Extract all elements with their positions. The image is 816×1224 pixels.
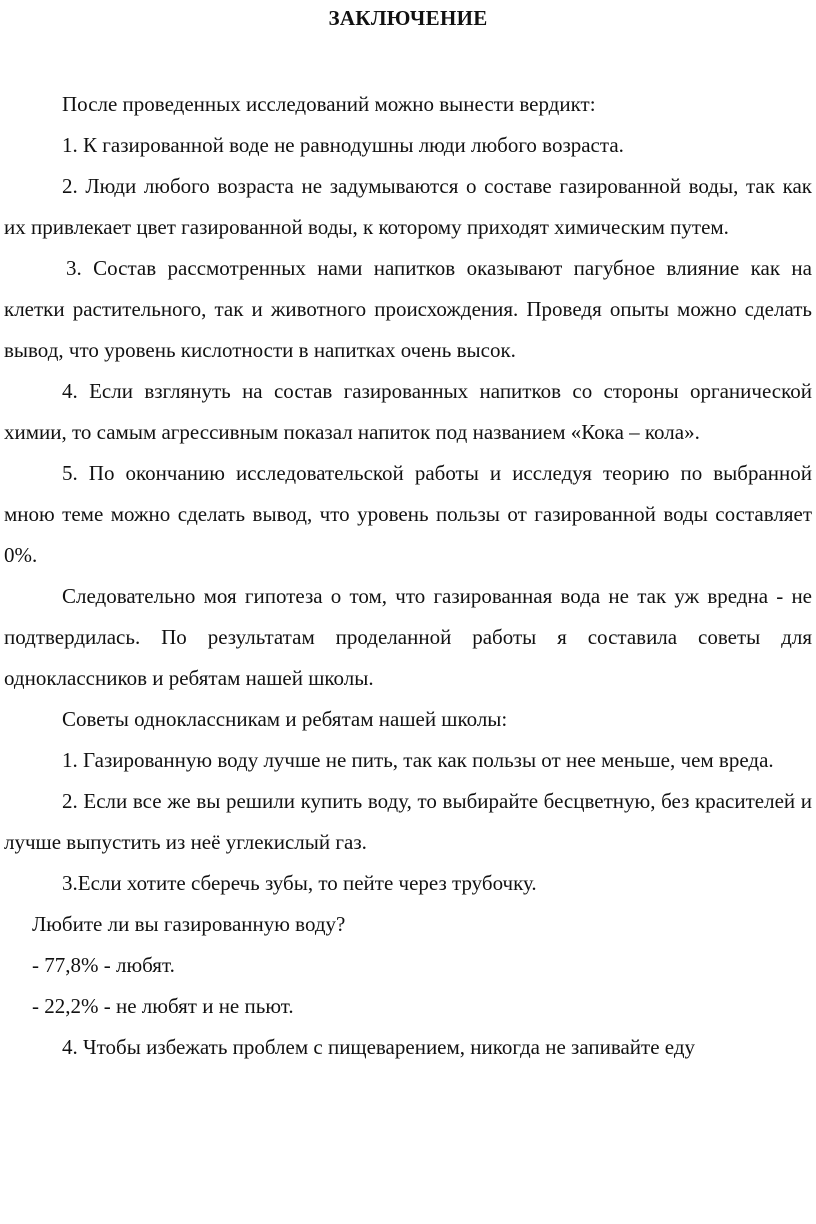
advice-item-4: 4. Чтобы избежать проблем с пищеварением, никогда не запивайте еду [62, 1035, 696, 1059]
conclusion-item-2: 2. Люди любого возраста не задумываются о составе газированной воды, так как их привлекает цвет газированной воды, к которому приходят химическим путем. [4, 174, 812, 239]
conclusion-item-1: 1. К газированной воде не равнодушны люди любого возраста. [62, 133, 624, 157]
conclusion-item-4: 4. Если взглянуть на состав газированных напитков со стороны органической химии, то самым агрессивным показал напиток под названием «Кока – кола». [4, 379, 812, 444]
advice-heading: Советы одноклассникам и ребятам нашей школы: [62, 707, 508, 731]
advice-item-2: 2. Если все же вы решили купить воду, то выбирайте бесцветную, без красителей и лучше выпустить из неё углекислый газ. [4, 789, 812, 854]
document-body [4, 84, 812, 1068]
intro-paragraph: После проведенных исследований можно вынести вердикт: [62, 92, 596, 116]
survey-result-dislike: - 22,2% - не любят и не пьют. [32, 994, 294, 1018]
survey-question: Любите ли вы газированную воду? [32, 912, 346, 936]
advice-item-3: 3.Если хотите сберечь зубы, то пейте через трубочку. [62, 871, 537, 895]
page-title: ЗАКЛЮЧЕНИЕ [328, 6, 488, 30]
advice-item-1: 1. Газированную воду лучше не пить, так как пользы от нее меньше, чем вреда. [62, 748, 774, 772]
survey-result-like: - 77,8% - любят. [32, 953, 175, 977]
conclusion-item-3: 3. Состав рассмотренных нами напитков оказывают пагубное влияние как на клетки растительного, так и животного происхождения. Проведя опыты можно сделать вывод, что уровень кислотности в напитках очень высок. [4, 256, 812, 362]
hypothesis-paragraph: Следовательно моя гипотеза о том, что газированная вода не так уж вредна - не подтвердилась. По результатам проделанной работы я составила советы для одноклассников и ребятам нашей школы. [4, 584, 812, 690]
conclusion-item-5: 5. По окончанию исследовательской работы и исследуя теорию по выбранной мною теме можно сделать вывод, что уровень пользы от газированной воды составляет 0%. [4, 461, 812, 567]
